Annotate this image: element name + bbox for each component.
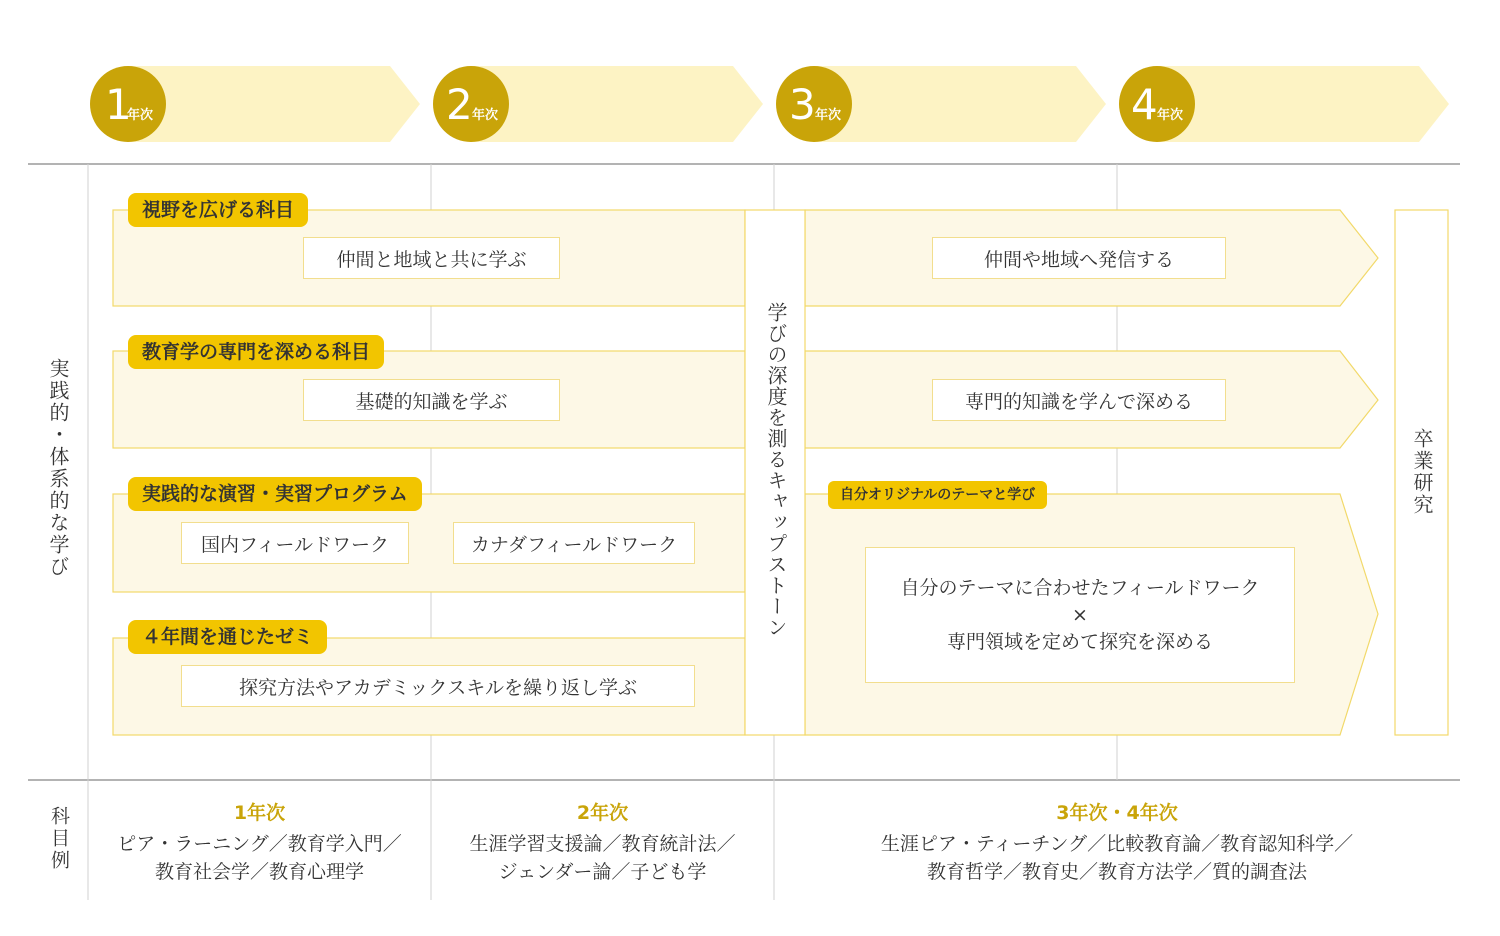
box-expert-left: 基礎的知識を学ぶ xyxy=(303,379,560,421)
year-suffix-1: 年次 xyxy=(127,108,154,123)
year-number-3: 3 xyxy=(789,80,816,129)
year-arrow-1 xyxy=(128,66,420,142)
thesis-label: 卒業研究 xyxy=(1410,428,1434,516)
tag-view: 視野を広げる科目 xyxy=(128,193,308,227)
examples-label: 科目例 xyxy=(48,806,70,872)
box-canada-fieldwork: カナダフィールドワーク xyxy=(453,522,695,564)
year-suffix-4: 年次 xyxy=(1157,108,1184,123)
examples-year1-line1: ピア・ラーニング／教育学入門／ xyxy=(117,833,402,855)
box-domestic-fieldwork: 国内フィールドワーク xyxy=(181,522,409,564)
capstone-label: 学びの深度を測るキャップストーン xyxy=(764,302,788,638)
year-number-2: 2 xyxy=(446,80,473,129)
examples-year34-line2: 教育哲学／教育史／教育方法学／質的調査法 xyxy=(926,861,1307,883)
tag-seminar: ４年間を通じたゼミ xyxy=(128,620,327,654)
tag-expert: 教育学の専門を深める科目 xyxy=(128,335,384,369)
examples-year2-line1: 生涯学習支援論／教育統計法／ xyxy=(469,833,736,855)
year-number-1: 1 xyxy=(105,80,132,129)
examples-year1-title: 1年次 xyxy=(233,802,286,824)
examples-year34-courses xyxy=(774,830,1460,886)
year-arrow-2 xyxy=(471,66,763,142)
year-number-4: 4 xyxy=(1131,80,1158,129)
year-suffix-3: 年次 xyxy=(815,108,842,123)
examples-year2-line2: ジェンダー論／子ども学 xyxy=(498,861,707,883)
original-line-3: 専門領域を定めて探究を深める xyxy=(946,630,1213,653)
original-line-2: × xyxy=(1072,603,1088,626)
examples-year1-courses xyxy=(88,830,431,886)
examples-year1-line2: 教育社会学／教育心理学 xyxy=(154,861,364,883)
tag-practice: 実践的な演習・実習プログラム xyxy=(128,477,422,511)
year-arrow-3 xyxy=(814,66,1106,142)
year-suffix-2: 年次 xyxy=(472,108,499,123)
original-line-1: 自分のテーマに合わせたフィールドワーク xyxy=(900,576,1260,599)
box-view-right: 仲間や地域へ発信する xyxy=(932,237,1226,279)
year-arrow-4 xyxy=(1157,66,1449,142)
tag-original: 自分オリジナルのテーマと学び xyxy=(828,481,1047,509)
examples-year34-line1: 生涯ピア・ティーチング／比較教育論／教育認知科学／ xyxy=(880,833,1354,855)
box-expert-right: 専門的知識を学んで深める xyxy=(932,379,1226,421)
box-view-left: 仲間と地域と共に学ぶ xyxy=(303,237,560,279)
examples-year2-courses xyxy=(431,830,774,886)
examples-year34-title: 3年次・4年次 xyxy=(1056,802,1178,824)
side-label: 実践的・体系的な学び xyxy=(46,358,70,578)
examples-year2-title: 2年次 xyxy=(576,802,629,824)
box-original xyxy=(865,547,1295,683)
box-seminar: 探究方法やアカデミックスキルを繰り返し学ぶ xyxy=(181,665,695,707)
